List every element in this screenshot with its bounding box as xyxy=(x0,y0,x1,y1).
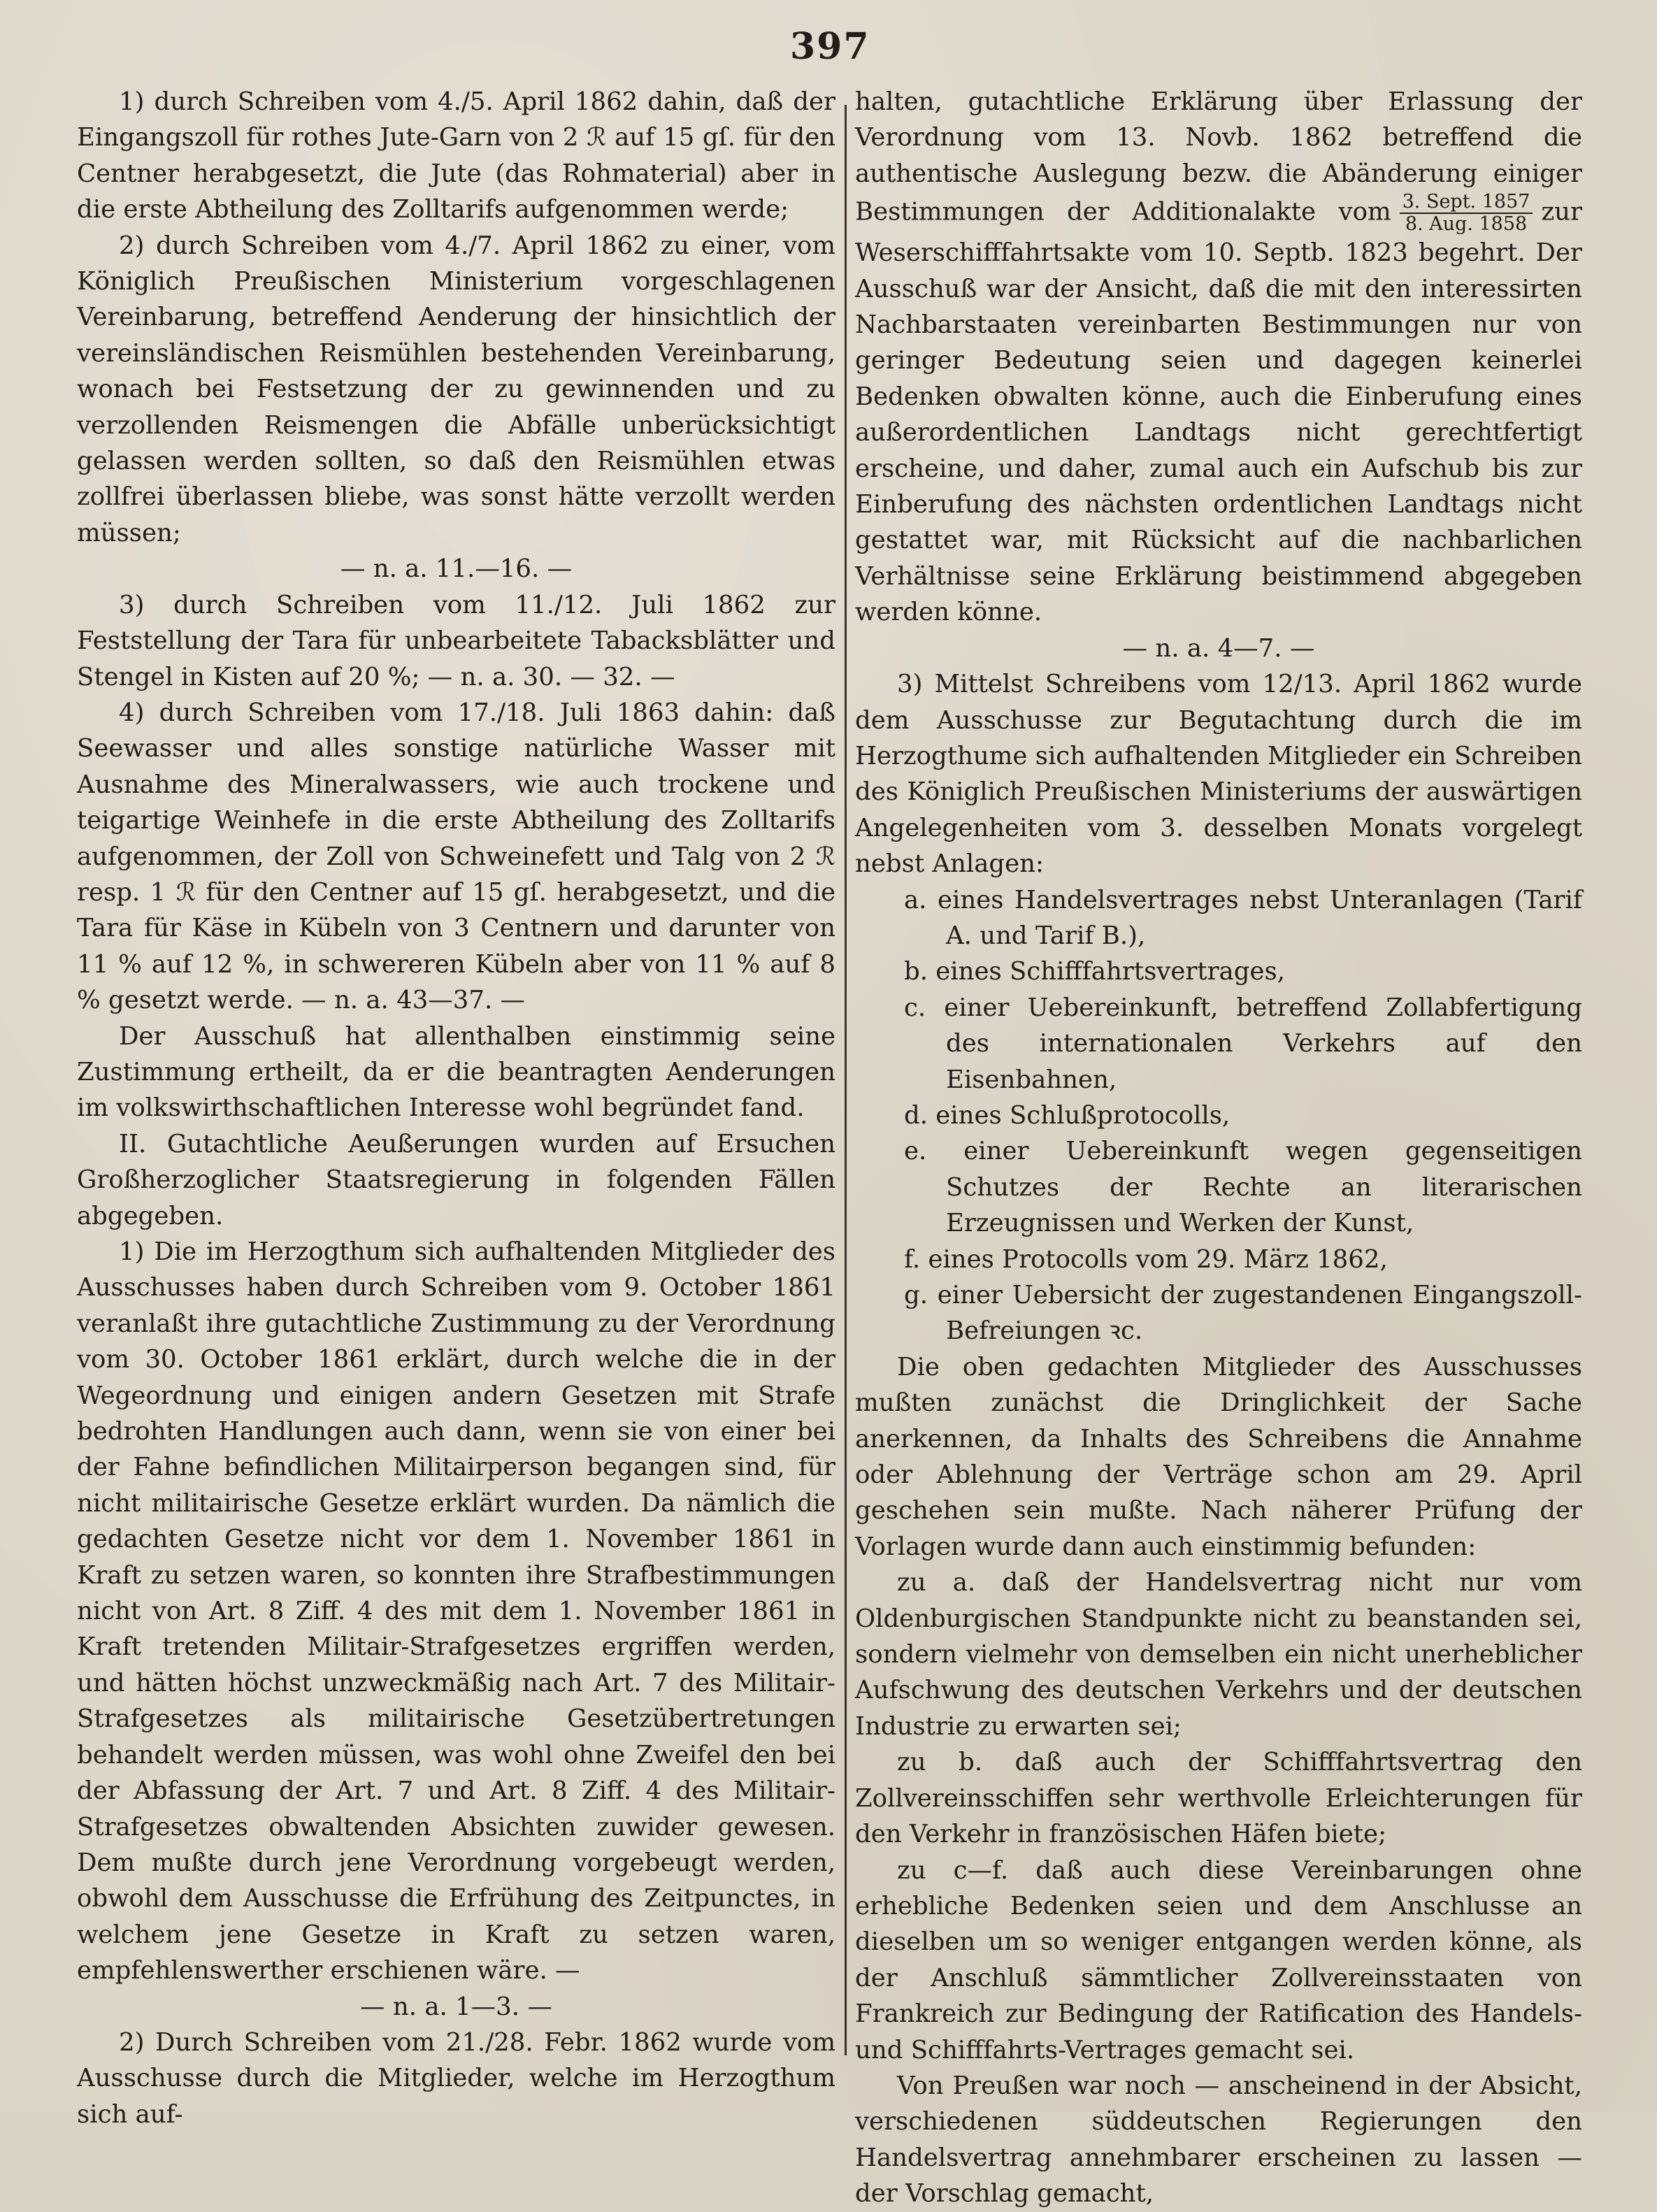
paragraph-zu-a: zu a. daß der Handelsvertrag nicht nur vom Oldenburgischen Standpunkte nicht zu beanstanden sei, sondern vielmehr von demselben ein nicht unerheblicher Aufschwung des deutschen Verkehrs und der deutschen Industrie zu erwarten sei; xyxy=(855,1568,1582,1741)
column-divider xyxy=(845,105,847,2055)
list-item: c. einer Uebereinkunft, betreffend Zollabfertigung des internationalen Verkehrs auf den Eisenbahnen, xyxy=(904,993,1582,1094)
paragraph-mittelst-schreibens: 3) Mittelst Schreibens vom 12/13. April 1862 wurde dem Ausschusse zur Begutachtung durch die im Herzogthume sich aufhaltenden Mitglieder ein Schreiben des Königlich Preußischen Ministeriums der auswärtigen Angelegenheiten vom 3. desselben Monats vorgelegt nebst Anlagen: xyxy=(855,670,1582,879)
page-number: 397 xyxy=(790,25,870,68)
fraction-numerator: 3. Sept. 1857 xyxy=(1400,192,1533,214)
reference-line: — n. a. 11.—16. — xyxy=(340,554,573,584)
paragraph-jute-garn: 1) durch Schreiben vom 4./5. April 1862 dahin, daß der Eingangszoll für rothes Jute-Garn von 2 ℛ auf 15 gſ. für den Centner herabgesetzt, die Jute (das Rohmaterial) aber in die erste Abtheilung des Zolltarifs aufgenommen werde; xyxy=(77,87,835,224)
text-span: halten, gutachtliche Erklärung über Erlassung der Verordnung vom 13. Novb. 1862 betreffend die authentische Auslegung bezw. die Abänderung einiger Bestimmungen der Additionalakte vom xyxy=(855,87,1582,227)
paragraph-reismuehlen: 2) durch Schreiben vom 4./7. April 1862 zu einer, vom Königlich Preußischen Ministerium vorgeschlagenen Vereinbarung, betreffend Aenderung der hinsichtlich der vereinsländischen Reismühlen bestehenden Vereinbarung, wonach bei Festsetzung der zu gewinnenden und zu verzollenden Reismengen die Abfälle unberücksichtigt gelassen werden sollten, so daß den Reismühlen etwas zollfrei überlassen bliebe, was sonst hätte verzollt werden müssen; xyxy=(77,231,835,547)
paragraph-seewasser: 4) durch Schreiben vom 17./18. Juli 1863 dahin: daß Seewasser und alles sonstige natürliche Wasser mit Ausnahme des Mineralwassers, wie auch trockene und teigartige Weinhefe in die erste Abtheilung des Zolltarifs aufgenommen, der Zoll von Schweinefett und Talg von 2 ℛ resp. 1 ℛ für den Centner auf 15 gſ. herabgesetzt, und die Tara für Käse in Kübeln von 3 Centnern und darunter von 11 % auf 12 %, in schwereren Kübeln aber von 11 % auf 8 % gesetzt werde. — n. a. 43—37. — xyxy=(77,698,835,1015)
list-item: a. eines Handelsvertrages nebst Unteranlagen (Tarif A. und Tarif B.), xyxy=(904,885,1582,950)
reference-line: — n. a. 4—7. — xyxy=(1122,633,1315,663)
section-heading-gutachtliche: II. Gutachtliche Aeußerungen wurden auf Ersuchen Großherzoglicher Staatsregierung in folgenden Fällen abgegeben. xyxy=(77,1129,835,1230)
list-item: b. eines Schifffahrtsvertrages, xyxy=(904,957,1285,986)
fraction-denominator: 8. Aug. 1858 xyxy=(1405,213,1528,236)
paragraph-zu-b: zu b. daß auch der Schifffahrtsvertrag den Zollvereinsschiffen sehr werthvolle Erleichterungen für den Verkehr in französischen Häfen biete; xyxy=(855,1748,1582,1849)
list-item: e. einer Uebereinkunft wegen gegenseitigen Schutzes der Rechte an literarischen Erzeugnissen und Werken der Kunst, xyxy=(904,1137,1582,1238)
paragraph-dringlichkeit: Die oben gedachten Mitglieder des Ausschusses mußten zunächst die Dringlichkeit der Sache anerkennen, da Inhalts des Schreibens die Annahme oder Ablehnung der Verträge schon am 29. April geschehen sein mußte. Nach näherer Prüfung der Vorlagen wurde dann auch einstimmig befunden: xyxy=(855,1352,1582,1561)
reference-line: — n. a. 1—3. — xyxy=(360,1992,552,2021)
list-item: g. einer Uebersicht der zugestandenen Eingangszoll-Befreiungen ꝛc. xyxy=(904,1281,1582,1346)
paragraph-preussen: Von Preußen war noch — anscheinend in der Absicht, verschiedenen süddeutschen Regierungen den Handelsvertrag annehmbarer erscheinen zu lassen — der Vorschlag gemacht, xyxy=(855,2071,1582,2209)
left-column xyxy=(77,84,835,2132)
text-span: zur Weserschifffahrtsakte vom 10. Septb. 1823 begehrt. Der Ausschuß war der Ansicht, daß die mit den interessirten Nachbarstaaten vereinbarten Bestimmungen nur von geringer Bedeutung seien und dagegen keinerlei Bedenken obwalten könne, auch die Einberufung eines außerordentlichen Landtags nicht gerechtfertigt erscheine, und daher, zumal auch ein Aufschub bis zur Einberufung des nächsten ordentlichen Landtags nicht gestattet war, mit Rücksicht auf die nachbarlichen Verhältnisse seine Erklärung beistimmend abgegeben werden könne. xyxy=(855,197,1582,627)
paragraph-weserschifffahrt xyxy=(855,84,1582,631)
list-item: d. eines Schlußprotocolls, xyxy=(904,1100,1231,1130)
paragraph-zustimmung: Der Ausschuß hat allenthalben einstimmig seine Zustimmung ertheilt, da er die beantragten Aenderungen im volkswirthschaftlichen Interesse wohl begründet fand. xyxy=(77,1021,835,1123)
right-column xyxy=(855,84,1582,2212)
list-item: f. eines Protocolls vom 29. März 1862, xyxy=(904,1244,1388,1274)
paragraph-verordnung-1861: 1) Die im Herzogthum sich aufhaltenden Mitglieder des Ausschusses haben durch Schreiben vom 9. October 1861 veranlaßt ihre gutachtliche Zustimmung zu der Verordnung vom 30. October 1861 erklärt, durch welche die in der Wegeordnung und einigen andern Gesetzen mit Strafe bedrohten Handlungen auch dann, wenn sie von einer bei der Fahne befindlichen Militairperson begangen sind, für nicht militairische Gesetze erklärt wurden. Da nämlich die gedachten Gesetze nicht vor dem 1. November 1861 in Kraft zu setzen waren, so konnten ihre Strafbestimmungen nicht von Art. 8 Ziff. 4 des mit dem 1. November 1861 in Kraft tretenden Militair-Strafgesetzes ergriffen werden, und hätten höchst unzweckmäßig nach Art. 7 des Militair-Strafgesetzes als militairische Gesetzübertretungen behandelt werden müssen, was wohl ohne Zweifel den bei der Abfassung der Art. 7 und Art. 8 Ziff. 4 des Militair-Strafgesetzes obwaltenden Absichten zuwider gewesen. Dem mußte durch jene Verordnung vorgebeugt werden, obwohl dem Ausschusse die Erfrühung des Zeitpunctes, in welchem jene Gesetze in Kraft zu setzen waren, empfehlenswerther erschienen wäre. — xyxy=(77,1237,835,1985)
paragraph-zu-c-f: zu c—f. daß auch diese Vereinbarungen ohne erhebliche Bedenken seien und dem Anschlusse an dieselben um so weniger entgangen werden könne, als der Anschluß sämmtlicher Zollvereinsstaaten von Frankreich zur Bedingung der Ratification des Handels- und Schifffahrts-Vertrages gemacht sei. xyxy=(855,1855,1582,2064)
paragraph-tara-tabak: 3) durch Schreiben vom 11./12. Juli 1862 zur Feststellung der Tara für unbearbeitete Tabacksblätter und Stengel in Kisten auf 20 %; — n. a. 30. — 32. — xyxy=(77,590,835,691)
paragraph-schreiben-febr: 2) Durch Schreiben vom 21./28. Febr. 1862 wurde vom Ausschusse durch die Mitglieder, welche im Herzogthum sich auf- xyxy=(77,2027,835,2129)
date-fraction xyxy=(1400,192,1533,235)
